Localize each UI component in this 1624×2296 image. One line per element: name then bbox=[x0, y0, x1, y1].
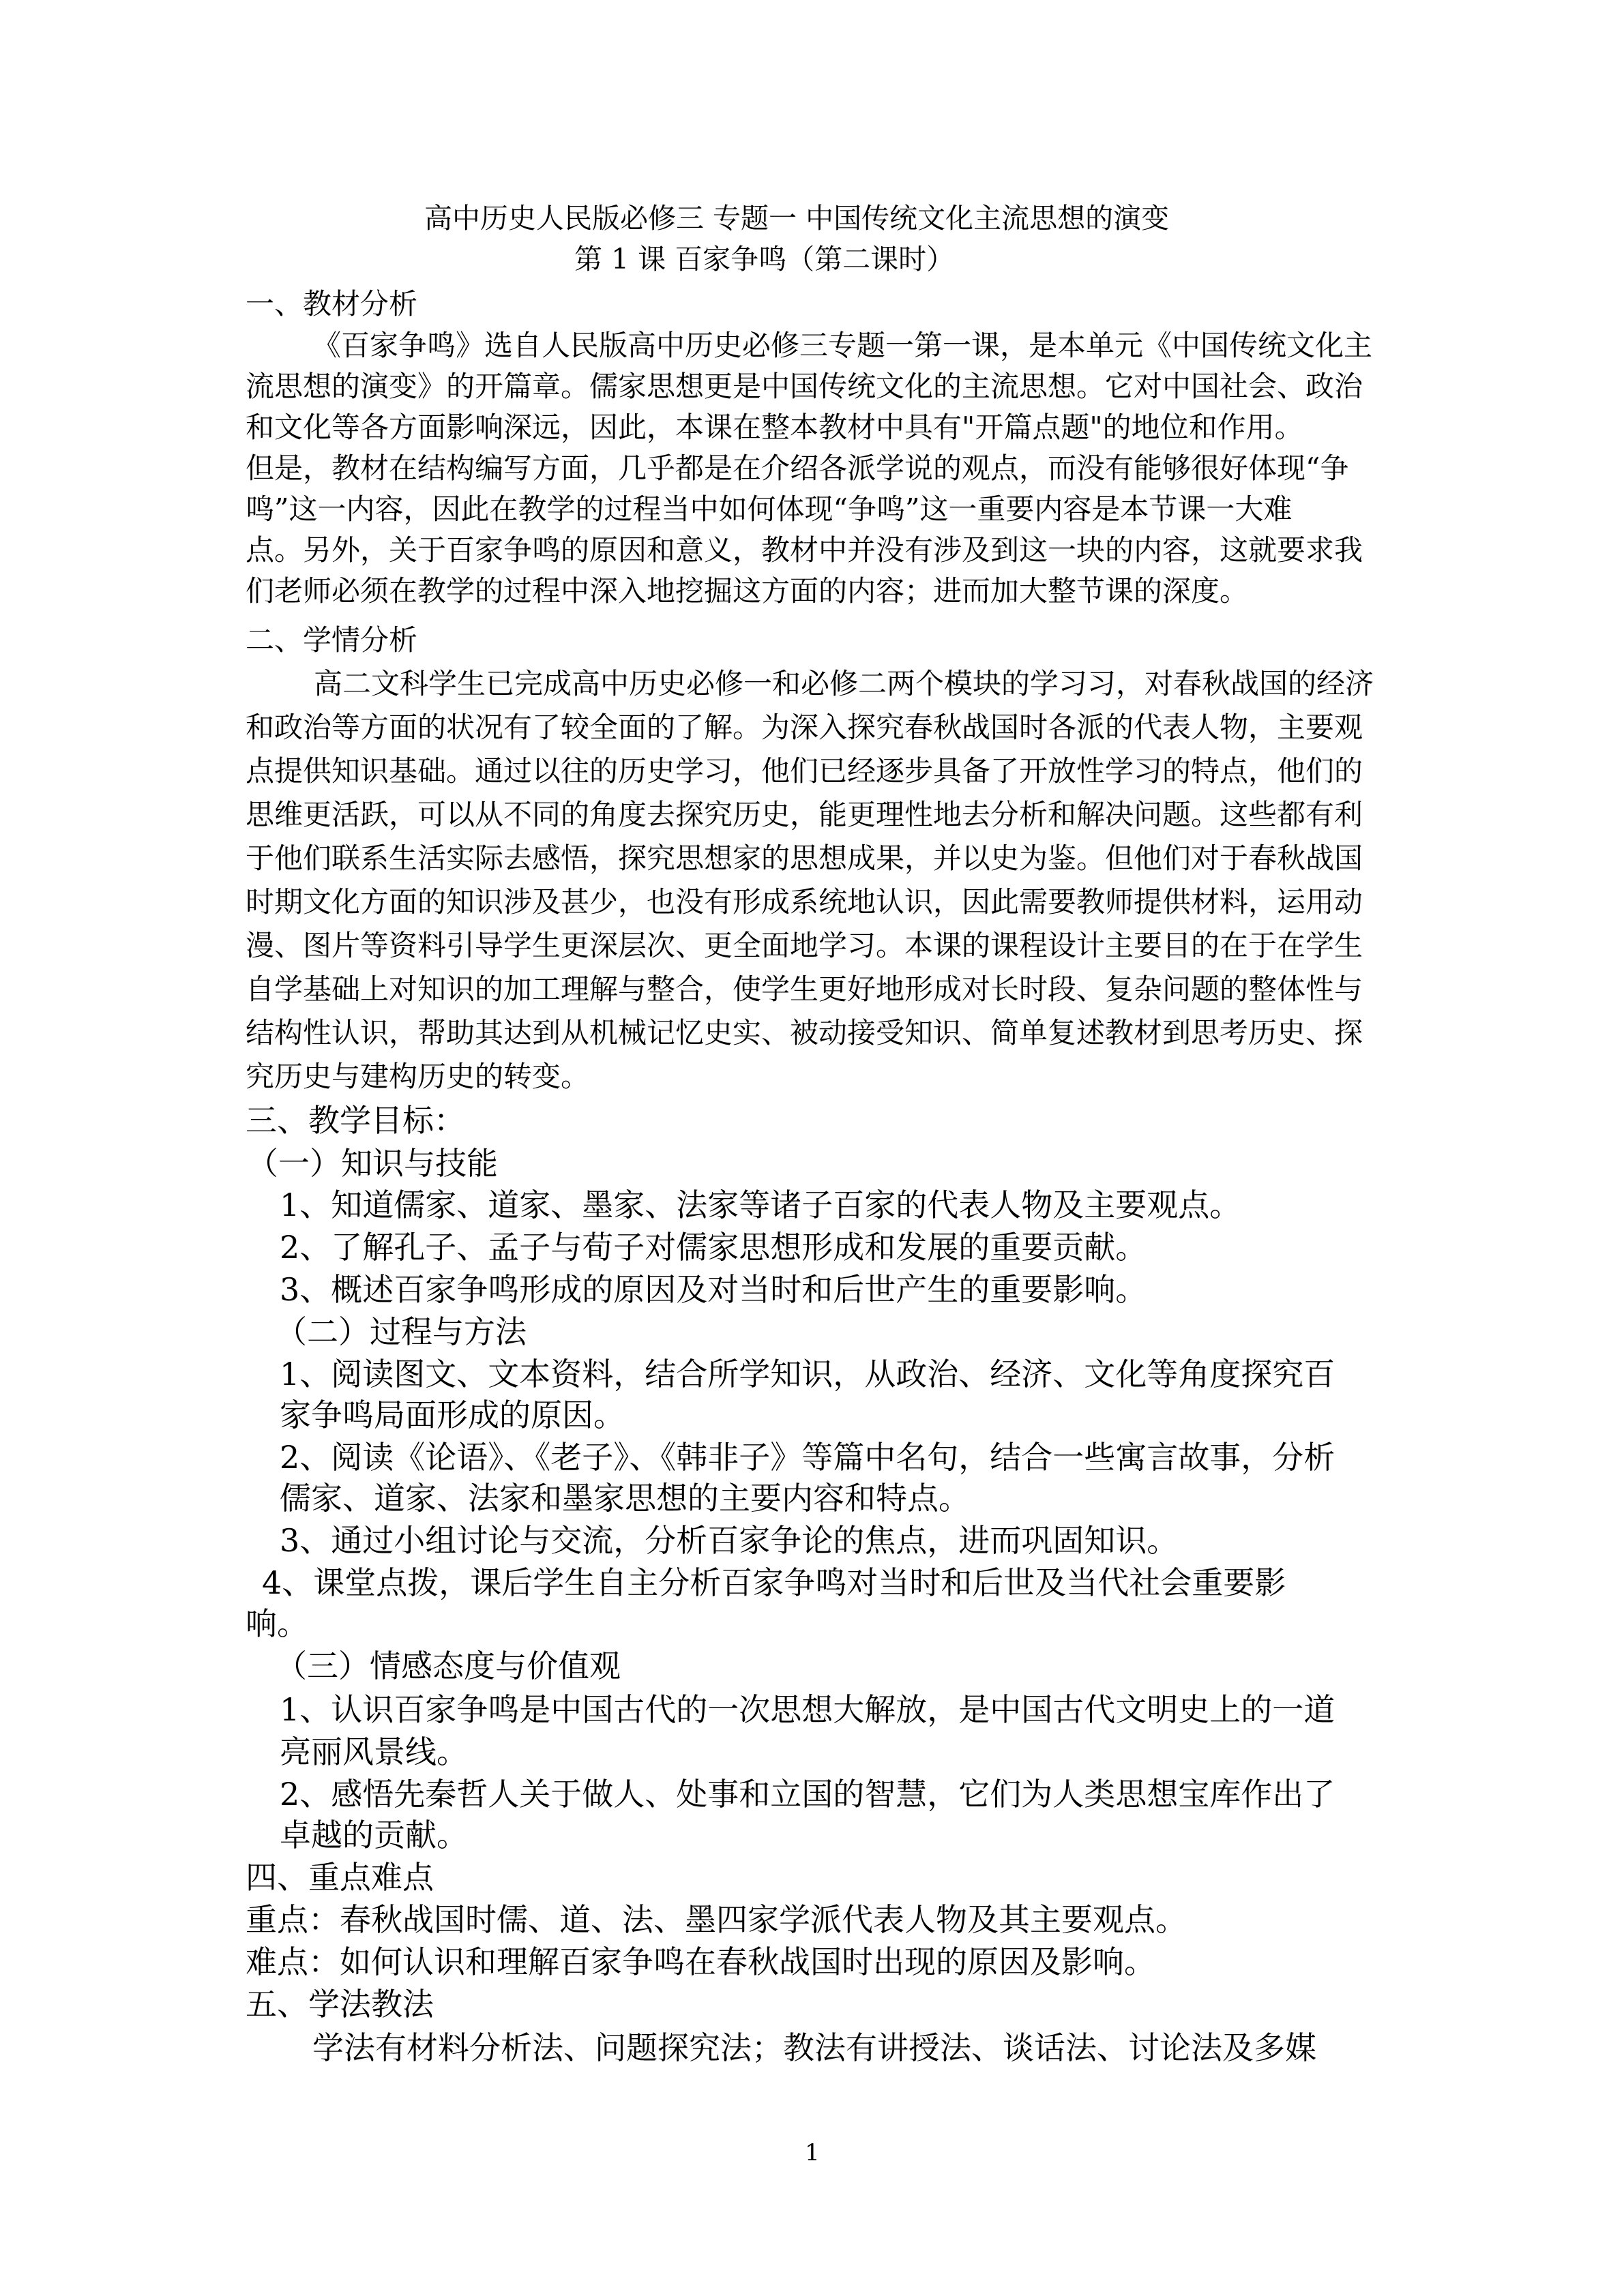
paragraph-line: 们老师必须在教学的过程中深入地挖掘这方面的内容；进而加大整节课的深度。 bbox=[246, 574, 1249, 608]
list-item-continuation: 儒家、道家、法家和墨家思想的主要内容和特点。 bbox=[280, 1480, 970, 1517]
paragraph-line: 鸣”这一内容，因此在教学的过程当中如何体现“争鸣”这一重要内容是本节课一大难 bbox=[246, 492, 1293, 526]
list-item-continuation: 家争鸣局面形成的原因。 bbox=[280, 1397, 625, 1433]
paragraph-line: 和政治等方面的状况有了较全面的了解。为深入探究春秋战国时各派的代表人物，主要观 bbox=[246, 711, 1363, 744]
subsection-heading-knowledge-skills: （一）知识与技能 bbox=[247, 1145, 498, 1182]
paragraph-line: 点提供知识基础。通过以往的历史学习，他们已经逐步具备了开放性学习的特点，他们的 bbox=[246, 754, 1363, 788]
paragraph-line: 和文化等各方面影响深远，因此，本课在整本教材中具有"开篇点题"的地位和作用。 bbox=[246, 411, 1303, 444]
paragraph-line: 高二文科学生已完成高中历史必修一和必修二两个模块的学习习，对春秋战国的经济 bbox=[314, 667, 1374, 700]
list-item: 3、通过小组讨论与交流，分析百家争论的焦点，进而巩固知识。 bbox=[280, 1522, 1179, 1559]
lesson-subtitle: 第 1 课 百家争鸣（第二课时） bbox=[574, 243, 955, 275]
difficult-point-line: 难点：如何认识和理解百家争鸣在春秋战国时出现的原因及影响。 bbox=[246, 1943, 1155, 1980]
section-heading-teaching-goals: 三、教学目标： bbox=[246, 1102, 465, 1139]
paragraph-line: 于他们联系生活实际去感悟，探究思想家的思想成果，并以史为鉴。但他们对于春秋战国 bbox=[246, 841, 1363, 875]
list-item-continuation: 亮丽风景线。 bbox=[280, 1733, 468, 1770]
section-heading-learning-teaching-methods: 五、学法教法 bbox=[246, 1986, 434, 2023]
section-heading-key-difficult-points: 四、重点难点 bbox=[246, 1859, 434, 1896]
list-item: 3、概述百家争鸣形成的原因及对当时和后世产生的重要影响。 bbox=[280, 1271, 1147, 1308]
paragraph-line: 结构性认识，帮助其达到从机械记忆史实、被动接受知识、简单复述教材到思考历史、探 bbox=[246, 1016, 1363, 1049]
paragraph-line: 究历史与建构历史的转变。 bbox=[246, 1060, 590, 1093]
paragraph-line: 漫、图片等资料引导学生更深层次、更全面地学习。本课的课程设计主要目的在于在学生 bbox=[246, 929, 1363, 962]
list-item-continuation: 响。 bbox=[246, 1605, 308, 1642]
document-title: 高中历史人民版必修三 专题一 中国传统文化主流思想的演变 bbox=[424, 202, 1170, 235]
paragraph-line: 思维更活跃，可以从不同的角度去探究历史，能更理性地去分析和解决问题。这些都有利 bbox=[246, 798, 1363, 831]
list-item: 2、感悟先秦哲人关于做人、处事和立国的智慧，它们为人类思想宝库作出了 bbox=[280, 1776, 1335, 1813]
list-item: 1、知道儒家、道家、墨家、法家等诸子百家的代表人物及主要观点。 bbox=[280, 1187, 1241, 1223]
section-heading-textbook-analysis: 一、教材分析 bbox=[246, 287, 418, 320]
paragraph-line: 但是，教材在结构编写方面，几乎都是在介绍各派学说的观点，而没有能够很好体现“争 bbox=[246, 451, 1349, 485]
list-item: 1、阅读图文、文本资料，结合所学知识，从政治、经济、文化等角度探究百 bbox=[280, 1356, 1335, 1392]
paragraph-line: 学法有材料分析法、问题探究法；教法有讲授法、谈话法、讨论法及多媒 bbox=[312, 2029, 1316, 2066]
paragraph-line: 流思想的演变》的开篇章。儒家思想更是中国传统文化的主流思想。它对中国社会、政治 bbox=[246, 370, 1363, 403]
subsection-heading-process-methods: （二）过程与方法 bbox=[276, 1313, 527, 1350]
list-item: 4、课堂点拨，课后学生自主分析百家争鸣对当时和后世及当代社会重要影 bbox=[262, 1564, 1286, 1601]
section-heading-student-analysis: 二、学情分析 bbox=[246, 623, 418, 657]
list-item: 2、阅读《论语》、《老子》、《韩非子》等篇中名句，结合一些寓言故事，分析 bbox=[280, 1439, 1335, 1476]
list-item: 2、了解孔子、孟子与荀子对儒家思想形成和发展的重要贡献。 bbox=[280, 1229, 1147, 1266]
list-item: 1、认识百家争鸣是中国古代的一次思想大解放，是中国古代文明史上的一道 bbox=[280, 1691, 1335, 1728]
list-item-continuation: 卓越的贡献。 bbox=[280, 1817, 468, 1853]
page-number: 1 bbox=[805, 2139, 820, 2166]
paragraph-line: 《百家争鸣》选自人民版高中历史必修三专题一第一课，是本单元《中国传统文化主 bbox=[312, 329, 1373, 362]
subsection-heading-attitudes-values: （三）情感态度与价值观 bbox=[276, 1648, 621, 1684]
paragraph-line: 自学基础上对知识的加工理解与整合，使学生更好地形成对长时段、复杂问题的整体性与 bbox=[246, 972, 1363, 1006]
paragraph-line: 时期文化方面的知识涉及甚少，也没有形成系统地认识，因此需要教师提供材料，运用动 bbox=[246, 885, 1363, 919]
key-point-line: 重点：春秋战国时儒、道、法、墨四家学派代表人物及其主要观点。 bbox=[246, 1901, 1187, 1938]
paragraph-line: 点。另外，关于百家争鸣的原因和意义，教材中并没有涉及到这一块的内容，这就要求我 bbox=[246, 533, 1363, 567]
